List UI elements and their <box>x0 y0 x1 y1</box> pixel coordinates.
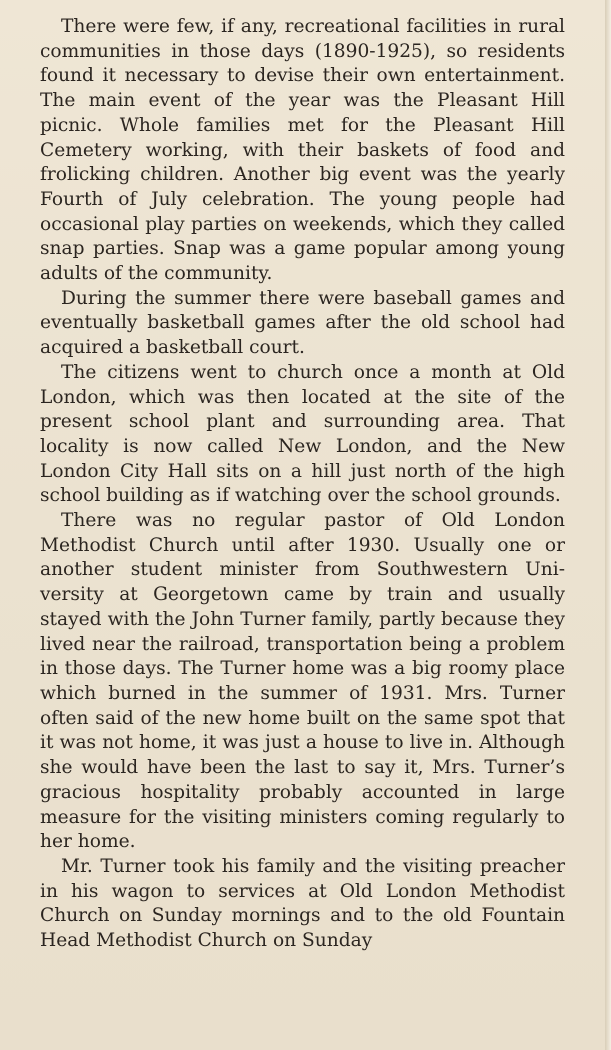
paragraph-pastor: There was no regular pastor of Old London Methodist Church until after 1930. Usually one or another student minister from Southwestern University at Georgetown came by train and usually stayed with the John Turner family, partly because they lived near the railroad, transportation being a problem in those days. The Turner home was a big roomy place which burned in the summer of 1931. Mrs. Turner often said of the new home built on the same spot that it was not home, it was just a house to live in. Although she would have been the last to say it, Mrs. Turner’s gracious hospitality probably accounted in large measure for the visiting ministers coming regularly to her home. <box>40 510 565 853</box>
paragraph-church-location: The citizens went to church once a month at Old London, which was then located at the site of the present school plant and surrounding area. That locality is now called New London, and the New London City Hall sits on a hill just north of the high school building as if watching over the school grounds. <box>40 361 565 507</box>
page-edge <box>605 0 611 1050</box>
paragraph-wagon: Mr. Turner took his family and the visiting preacher in his wagon to services at Old London Methodist Church on Sunday mornings and to the old Fountain Head Methodist Church on Sunday <box>40 855 565 952</box>
body-text <box>40 15 565 954</box>
paragraph-summer-games: During the summer there were baseball games and eventually basketball games after the old school had acquired a basketball court. <box>40 287 565 359</box>
paragraph-recreation: There were few, if any, recreational facilities in rural communities in those days (1890-1925), so residents found it necessary to devise their own entertainment. The main event of the year was the Pleasant Hill picnic. Whole families met for the Pleasant Hill Cemetery working, with their baskets of food and frolicking children. Another big event was the yearly Fourth of July celebration. The young people had occasional play parties on weekends, which they called snap parties. Snap was a game popular among young adults of the community. <box>40 16 565 285</box>
